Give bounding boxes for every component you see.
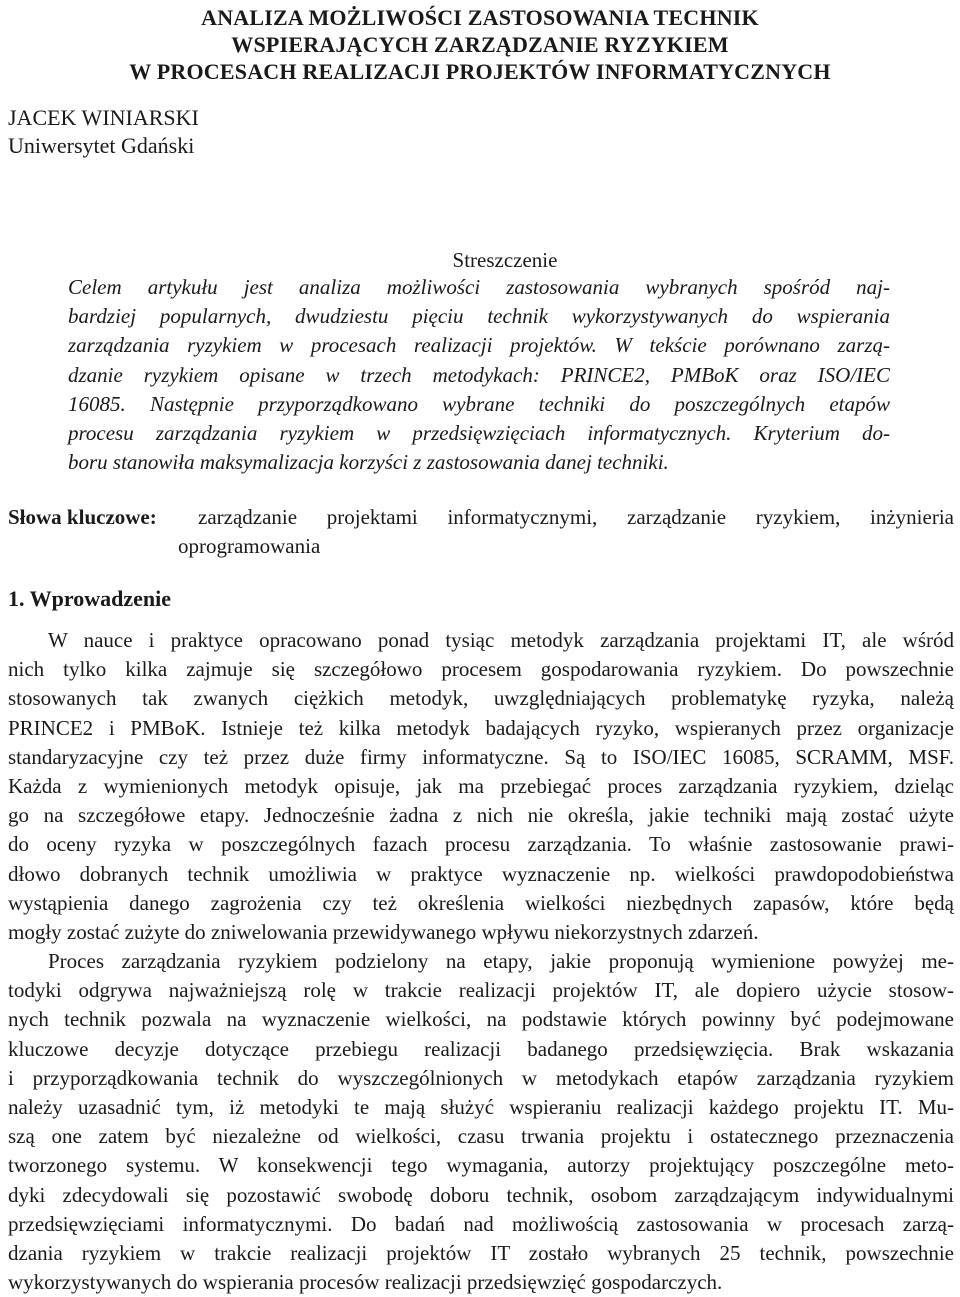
paragraph-line: wykorzystywanych do wspierania procesów realizacji przedsięwzięć gospodarczych.	[8, 1270, 723, 1295]
abstract-line: dzanie ryzykiem opisane w trzech metodykach: PRINCE2, PMBoK oraz ISO/IEC	[68, 362, 890, 387]
abstract-line: boru stanowiła maksymalizacja korzyści z zastosowania danej techniki.	[68, 450, 669, 475]
abstract-line: 16085. Następnie przyporządkowano wybrane techniki do poszczególnych etapów	[68, 391, 890, 416]
paragraph-line: nych technik pozwala na wyznaczenie wielkości, na podstawie których powinny być podejmowane	[8, 1007, 954, 1032]
paragraph-line: Każda z wymienionych metodyk opisuje, jak ma przebiegać proces zarządzania ryzykiem, dzieląc	[8, 773, 954, 798]
paragraph-line: stosowanych tak zwanych ciężkich metodyk, uwzględniających problematykę ryzyka, należą	[8, 686, 954, 711]
title-line: W PROCESACH REALIZACJI PROJEKTÓW INFORMATYCZNYCH	[129, 59, 831, 84]
paragraph-line: i przyporządkowania technik do wyszczególnionych w metodykach etapów zarządzania ryzykiem	[8, 1065, 954, 1090]
author-block	[8, 104, 199, 160]
section-heading: 1. Wprowadzenie	[8, 586, 171, 611]
paper-title	[0, 4, 960, 85]
paragraph-line: W nauce i praktyce opracowano ponad tysiąc metodyk zarządzania projektami IT, ale wśród	[48, 628, 954, 652]
paragraph-line: do oceny ryzyka w poszczególnych fazach procesu zarządzania. To właśnie zastosowanie prawi-	[8, 832, 954, 857]
title-line: ANALIZA MOŻLIWOŚCI ZASTOSOWANIA TECHNIK	[201, 5, 759, 30]
paragraph-line: dyki zdecydowali się pozostawić swobodę doboru technik, osobom zarządzającym indywidualnymi	[8, 1182, 954, 1207]
abstract-text	[68, 273, 890, 477]
paragraph-line: mogły zostać zużyte do zniwelowania przewidywanego wpływu niekorzystnych zdarzeń.	[8, 919, 759, 944]
body-text	[8, 626, 954, 1297]
keywords-text: zarządzanie projektami informatycznymi, zarządzanie ryzykiem, inżynieria	[198, 505, 954, 529]
author-name: JACEK WINIARSKI	[8, 105, 199, 130]
keywords-text-continued: oprogramowania	[178, 534, 321, 558]
author-affiliation: Uniwersytet Gdański	[8, 133, 195, 158]
abstract-line: Celem artykułu jest analiza możliwości zastosowania wybranych spośród naj-	[68, 275, 890, 299]
abstract-line: zarządzania ryzykiem w procesach realizacji projektów. W tekście porównano zarzą-	[68, 333, 890, 358]
paragraph-line: nich tylko kilka zajmuje się szczegółowo procesem gospodarowania ryzykiem. Do powszechnie	[8, 657, 954, 682]
keywords-label: Słowa kluczowe:	[8, 505, 157, 529]
abstract-heading: Streszczenie	[452, 248, 558, 272]
paragraph-line: tworzonego systemu. W konsekwencji tego wymagania, autorzy projektujący poszczególne meto-	[8, 1153, 954, 1178]
paragraph-line: standaryzacyjne czy też przez duże firmy informatyczne. Są to ISO/IEC 16085, SCRAMM, MSF.	[8, 744, 954, 769]
keywords-block	[8, 503, 954, 561]
paragraph-line: należy uzasadnić tym, iż metodyki te mają służyć wspieraniu realizacji każdego projektu IT. Mu-	[8, 1095, 954, 1119]
paragraph-line: todyki odgrywa najważniejszą rolę w trakcie realizacji projektów IT, ale dopiero użycie stosow-	[8, 978, 954, 1003]
paragraph-line: dłowo dobranych technik umożliwia w praktyce wyznaczenie np. wielkości prawdopodobieństwa	[8, 861, 954, 886]
abstract-line: bardziej popularnych, dwudziestu pięciu technik wykorzystywanych do wspierania	[68, 304, 890, 329]
paragraph-line: wystąpienia danego zagrożenia czy też określenia wielkości niezbędnych zapasów, które będą	[8, 890, 954, 915]
paragraph-line: dzania ryzykiem w trakcie realizacji projektów IT zostało wybranych 25 technik, powszechnie	[8, 1240, 954, 1265]
paragraph-line: PRINCE2 i PMBoK. Istnieje też kilka metodyk badających ryzyko, wspieranych przez organizacje	[8, 715, 954, 740]
title-line: WSPIERAJĄCYCH ZARZĄDZANIE RYZYKIEM	[231, 32, 729, 57]
paragraph-line: szą one zatem być niezależne od wielkości, czasu trwania projektu i ostatecznego przeznaczenia	[8, 1124, 954, 1149]
paragraph-line: go na szczegółowe etapy. Jednocześnie żadna z nich nie określa, jakie techniki mają zostać użyte	[8, 803, 954, 828]
paragraph-line: przedsięwzięciami informatycznymi. Do badań nad możliwością zastosowania w procesach zarzą-	[8, 1211, 954, 1236]
paragraph-line: Proces zarządzania ryzykiem podzielony na etapy, jakie proponują wymienione powyżej me-	[48, 949, 954, 974]
paragraph-line: kluczowe decyzje dotyczące przebiegu realizacji badanego przedsięwzięcia. Brak wskazania	[8, 1036, 954, 1061]
abstract-line: procesu zarządzania ryzykiem w przedsięwzięciach informatycznych. Kryterium do-	[68, 420, 890, 445]
